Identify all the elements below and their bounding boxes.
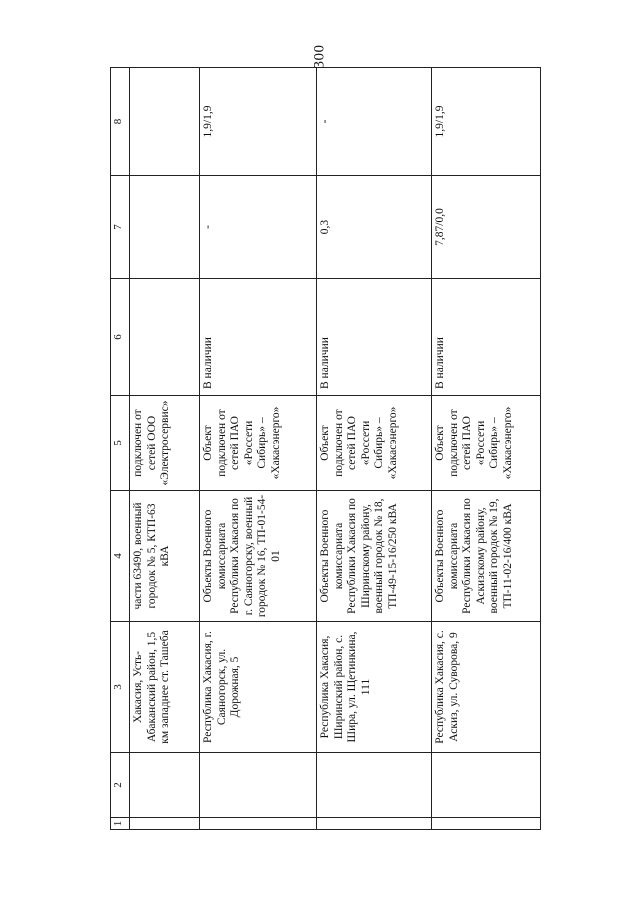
table-row — [200, 68, 317, 830]
data-table — [110, 67, 541, 830]
cell-num — [432, 818, 541, 830]
cell-value-8: - — [317, 68, 432, 176]
cell-value-8: 1,9/1,9 — [432, 68, 541, 176]
header-cell-2: 2 — [111, 753, 130, 818]
header-cell-8: 8 — [111, 68, 130, 176]
cell-connection: Объект подключен от сетей ПАО «Россети Сибирь» – «Хакасэнерго» — [432, 396, 541, 491]
cell-value-8 — [130, 68, 200, 176]
cell-address: Республика Хакасия, г. Саяногорск, ул. Дорожная, 5 — [200, 622, 317, 753]
cell-num — [317, 818, 432, 830]
header-cell-4: 4 — [111, 491, 130, 622]
cell-availability: В наличии — [200, 279, 317, 396]
cell-object: части 63490, военный городок № 5, КТП-63 кВА — [130, 491, 200, 622]
table-container — [110, 68, 537, 830]
header-cell-5: 5 — [111, 396, 130, 491]
cell-num — [200, 818, 317, 830]
cell-value-8: 1,9/1,9 — [200, 68, 317, 176]
cell-value-7: - — [200, 176, 317, 279]
cell-address: Республика Хакасия, с. Аскиз, ул. Суворова, 9 — [432, 622, 541, 753]
cell-value-7 — [130, 176, 200, 279]
cell-value-7: 7,87/0,0 — [432, 176, 541, 279]
cell-object: Объекты Военного комиссариата Республики Хакасия по Аскизскому району, военный городок № 19, ТП-11-02-16/400 кВА — [432, 491, 541, 622]
cell-address: Хакасия, Усть-Абаканский район, 1,5 км западнее ст. Ташеба — [130, 622, 200, 753]
cell-object: Объекты Военного комиссариата Республики Хакасия по Ширинскому району, военный городок № 18, ТП-49-15-16/250 кВА — [317, 491, 432, 622]
cell-value-7: 0,3 — [317, 176, 432, 279]
cell-connection: Объект подключен от сетей ПАО «Россети Сибирь» – «Хакасэнерго» — [317, 396, 432, 491]
cell-object: Объекты Военного комиссариата Республики Хакасия по г. Саяногорску, военный городок № 16, ТП-01-54-01 — [200, 491, 317, 622]
header-cell-1: 1 — [111, 818, 130, 830]
header-cell-6: 6 — [111, 279, 130, 396]
page-number: 300 — [311, 44, 327, 69]
header-cell-3: 3 — [111, 622, 130, 753]
cell-availability — [130, 279, 200, 396]
cell-connection: подключен от сетей ООО «Электросервис» — [130, 396, 200, 491]
cell-name — [432, 753, 541, 818]
table-row — [130, 68, 200, 830]
table-header-row — [111, 68, 130, 830]
header-cell-7: 7 — [111, 176, 130, 279]
cell-availability: В наличии — [432, 279, 541, 396]
cell-name — [317, 753, 432, 818]
table-row — [432, 68, 541, 830]
cell-availability: В наличии — [317, 279, 432, 396]
cell-name — [130, 753, 200, 818]
table-row — [317, 68, 432, 830]
cell-num — [130, 818, 200, 830]
cell-connection: Объект подключен от сетей ПАО «Россети Сибирь» – «Хакасэнерго» — [200, 396, 317, 491]
cell-address: Республика Хакасия, Ширинский район, с. Шира, ул. Щетинкина, 111 — [317, 622, 432, 753]
cell-name — [200, 753, 317, 818]
